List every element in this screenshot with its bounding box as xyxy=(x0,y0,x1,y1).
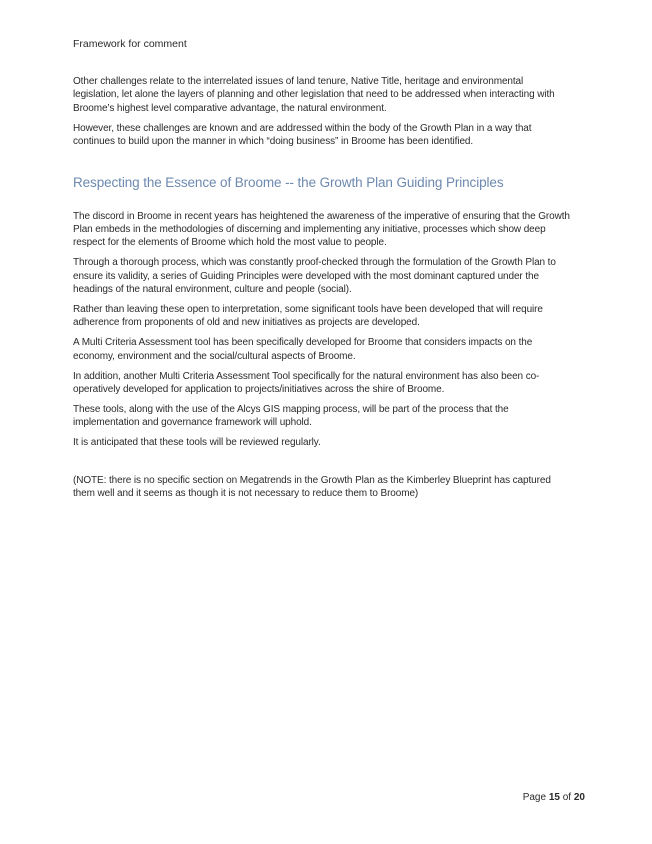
paragraph-intro-2: However, these challenges are known and are addressed within the body of the Growth Plan in a way that continues to build upon the manner in which “doing business” in Broome has been identified. xyxy=(73,122,532,148)
page-number-total: 20 xyxy=(573,792,585,803)
document-content xyxy=(73,38,570,507)
page-of-label: of xyxy=(559,792,574,803)
paragraph-note: (NOTE: there is no specific section on Megatrends in the Growth Plan as the Kimberley Blueprint has captured them well and it seems as though it is not necessary to reduce them to Broome) xyxy=(73,474,551,500)
paragraph-section-3: Rather than leaving these open to interpretation, some significant tools have been developed that will require adherence from proponents of old and new initiatives as projects are developed. xyxy=(73,303,543,329)
page-number-current: 15 xyxy=(548,792,560,803)
paragraph-intro-1: Other challenges relate to the interrelated issues of land tenure, Native Title, heritage and environmental legislation, let alone the layers of planning and other legislation that need to be addressed when interacting with Broome’s highest level comparative advantage, the natural environment. xyxy=(73,76,555,114)
document-header-title: Framework for comment xyxy=(73,38,187,50)
paragraph-section-4: A Multi Criteria Assessment tool has been specifically developed for Broome that considers impacts on the economy, environment and the social/cultural aspects of Broome. xyxy=(73,337,533,362)
paragraph-section-6: These tools, along with the use of the Alcys GIS mapping process, will be part of the process that the implementation and governance framework will uphold. xyxy=(73,403,509,429)
paragraph-section-5: In addition, another Multi Criteria Assessment Tool specifically for the natural environment has also been co-operatively developed for application to projects/initiatives across the shire of Broome. xyxy=(73,370,540,395)
section-heading: Respecting the Essence of Broome -- the Growth Plan Guiding Principles xyxy=(73,174,504,190)
page-number-footer xyxy=(512,778,585,817)
page-label: Page xyxy=(522,792,549,803)
paragraph-section-2: Through a thorough process, which was constantly proof-checked through the formulation of the Growth Plan to ensure its validity, a series of Guiding Principles were developed with the most dominant captured under the headings of the natural environment, culture and people (social). xyxy=(73,257,556,296)
paragraph-section-7: It is anticipated that these tools will be reviewed regularly. xyxy=(73,437,321,449)
paragraph-section-1: The discord in Broome in recent years has heightened the awareness of the imperative of ensuring that the Growth Plan embeds in the methodologies of discerning and implementing any initiative, processes which show deep respect for the elements of Broome which hold the most value to people. xyxy=(73,210,570,249)
